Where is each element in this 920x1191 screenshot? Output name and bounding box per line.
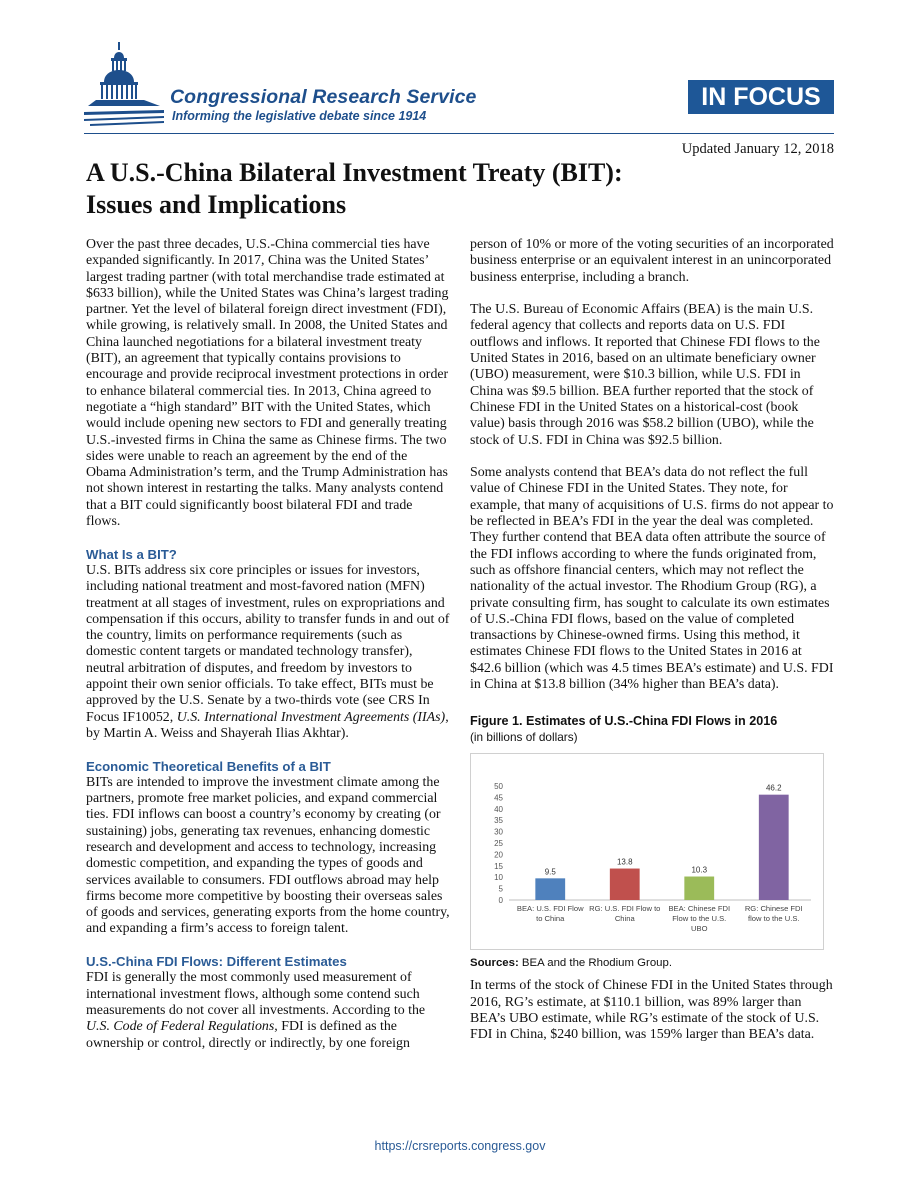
- fdi-flows-paragraph: [86, 970, 450, 1051]
- chart-svg: [471, 754, 823, 949]
- bar: [535, 879, 565, 901]
- figure-subtitle: (in billions of dollars): [470, 730, 578, 745]
- flows-text-a: FDI is generally the most commonly used measurement of international investment flows, although some contend such measurements do not cover all investments. According to the: [86, 970, 426, 1018]
- heading-what-is-bit: What Is a BIT?: [86, 546, 177, 562]
- category-label: RG: Chinese FDI: [744, 904, 803, 914]
- benefits-paragraph: BITs are intended to improve the investment climate among the partners, promote free market policies, and expand commercial ties. FDI inflows can boost a country’s economy by creating (or sustaining) jobs, generating tax revenues, enhancing domestic research and development and access to technology, increasing domestic competition, and expanding the types of goods and services available to consumers. FDI outflows abroad may help firms become more competitive by boosting their overseas sales of goods and services, generating exports from the home country, and expanding a firm’s access to foreign talent.: [86, 774, 450, 937]
- stock-paragraph: In terms of the stock of Chinese FDI in the United States through 2016, RG’s estimate, at $110.1 billion, was 89% larger than BEA’s UBO estimate, while RG’s estimate of the stock of U.S. FDI in China, $240 billion, was 159% larger than BEA’s data.: [470, 978, 833, 1043]
- category-label: to China: [536, 914, 565, 924]
- bar-value-label: 10.3: [691, 865, 708, 875]
- page-header: [0, 0, 920, 160]
- category-label: China: [614, 914, 635, 924]
- page-title: [86, 157, 706, 221]
- what-is-bit-paragraph: [86, 563, 450, 742]
- what-text-b: , by Martin A. Weiss and Shayerah Ilias Akhtar).: [86, 709, 449, 741]
- y-tick-label: 30: [494, 827, 503, 837]
- iias-title-link: U.S. International Investment Agreements (IIAs): [176, 709, 446, 725]
- what-text-a: U.S. BITs address six core principles or issues for investors, including national treatment and most-favored nation (MFN) treatment at all stages of investment, rules on expropriations and compensation if this occurs, ability to transfer funds in and out of the country, limits on performance requirements (such as domestic content targets or mandated technology transfer), neutral arbitration of disputes, and freedom by investors to appoint their own senior officials. To take effect, BITs must be approved by the U.S. Senate by a two-thirds vote (see CRS In Focus IF10052,: [86, 562, 450, 725]
- updated-date: Updated January 12, 2018: [681, 141, 834, 157]
- y-tick-label: 10: [494, 873, 503, 883]
- bar-value-label: 46.2: [765, 783, 782, 793]
- bar: [759, 795, 789, 900]
- bar-value-label: 13.8: [616, 857, 633, 867]
- figure-title: Figure 1. Estimates of U.S.-China FDI Flows in 2016: [470, 714, 778, 729]
- brand-name: Congressional Research Service: [170, 86, 477, 108]
- continued-paragraph: person of 10% or more of the voting securities of an incorporated business enterprise or an equivalent interest in an unincorporated business enterprise, including a branch.: [470, 237, 834, 285]
- header-divider: [84, 133, 834, 134]
- y-tick-label: 0: [498, 896, 503, 906]
- intro-paragraph: Over the past three decades, U.S.-China commercial ties have expanded significantly. In 2017, China was the United States’ largest trading partner (with total merchandise trade estimated at $633 billion), while the United States was China’s largest trading partner. Yet the level of bilateral foreign direct investment (FDI), while growing, is relatively small. In 2008, the United States and China launched negotiations for a bilateral investment treaty (BIT), an agreement that typically contains provisions to encourage and provide reciprocal investment protections in order to enhance bilateral commercial ties. In 2013, China agreed to negotiate a “high standard” BIT with the United States, which would include opening new sectors to FDI and generally treating U.S.-invested firms in China the same as Chinese firms. The two sides were unable to reach an agreement by the end of the Obama Administration’s term, and the Trump Administration has not shown interest in restarting the talks. Many analysts contend that a BIT could significantly boost bilateral FDI and trade flows.: [86, 237, 449, 530]
- fdi-bar-chart: [470, 753, 824, 950]
- right-column: [470, 237, 834, 1044]
- y-tick-label: 40: [494, 805, 503, 815]
- category-label: UBO: [691, 924, 708, 934]
- y-tick-label: 20: [494, 850, 503, 860]
- y-tick-label: 5: [498, 884, 503, 894]
- bar: [684, 877, 714, 900]
- bea-paragraph: The U.S. Bureau of Economic Affairs (BEA) is the main U.S. federal agency that collects and reports data on U.S. FDI outflows and inflows. It reported that Chinese FDI flows to the United States in 2016, based on an ultimate beneficiary owner (UBO) measurement, were $10.3 billion, while U.S. FDI in China was $9.5 billion. BEA further reported that the stock of Chinese FDI in the United States on a historical-cost (book value) basis through 2016 was $58.2 billion (UBO), while the stock of U.S. FDI in China was $92.5 billion.: [470, 302, 820, 448]
- bar: [610, 869, 640, 900]
- capitol-dome-icon: [84, 40, 174, 130]
- brand-tagline: Informing the legislative debate since 1914: [172, 109, 427, 123]
- category-label: BEA: Chinese FDI: [668, 904, 731, 914]
- flows-text-b: , FDI is defined as the ownership or control, directly or indirectly, by one foreign: [86, 1019, 410, 1051]
- heading-benefits: Economic Theoretical Benefits of a BIT: [86, 758, 331, 774]
- title-line-1: A U.S.-China Bilateral Investment Treaty (BIT):: [86, 158, 623, 187]
- y-tick-label: 35: [494, 816, 503, 826]
- y-tick-label: 15: [494, 862, 503, 872]
- category-label: BEA: U.S. FDI Flow: [516, 904, 584, 914]
- analysts-paragraph: Some analysts contend that BEA’s data do not reflect the full value of Chinese FDI in the United States. They note, for example, that many of acquisitions of U.S. firms do not appear to be reflected in BEA’s FDI in the year the deal was completed. They further contend that BEA data often attribute the source of the FDI inflows according to where the funds originated from, such as offshore financial centers, which may not reflect the nationality of the actual investor. The Rhodium Group (RG), a private consulting firm, has sought to calculate its own estimates of U.S.-China FDI flows, based on the value of completed transactions by Chinese-owned firms. Using this method, it estimates Chinese FDI flows to the United States in 2016 at $42.6 billion (which was 4.5 times BEA’s estimate) and U.S. FDI in China at $13.8 billion (34% higher than BEA’s data).: [470, 465, 834, 693]
- bar-value-label: 9.5: [544, 867, 556, 877]
- y-tick-label: 25: [494, 839, 503, 849]
- category-label: Flow to the U.S.: [672, 914, 727, 924]
- cfr-title: U.S. Code of Federal Regulations: [86, 1019, 275, 1035]
- left-column: [86, 237, 450, 1052]
- figure-sources: [470, 956, 834, 970]
- sources-label: Sources:: [470, 957, 519, 970]
- sources-text: BEA and the Rhodium Group.: [518, 957, 672, 970]
- y-tick-label: 50: [494, 782, 503, 792]
- footer-url-link[interactable]: https://crsreports.congress.gov: [374, 1139, 546, 1153]
- in-focus-badge: IN FOCUS: [688, 80, 834, 114]
- y-tick-label: 45: [494, 793, 503, 803]
- title-line-2: Issues and Implications: [86, 190, 347, 219]
- category-label: RG: U.S. FDI Flow to: [589, 904, 661, 914]
- category-label: flow to the U.S.: [748, 914, 800, 924]
- heading-fdi-flows: U.S.-China FDI Flows: Different Estimates: [86, 954, 347, 970]
